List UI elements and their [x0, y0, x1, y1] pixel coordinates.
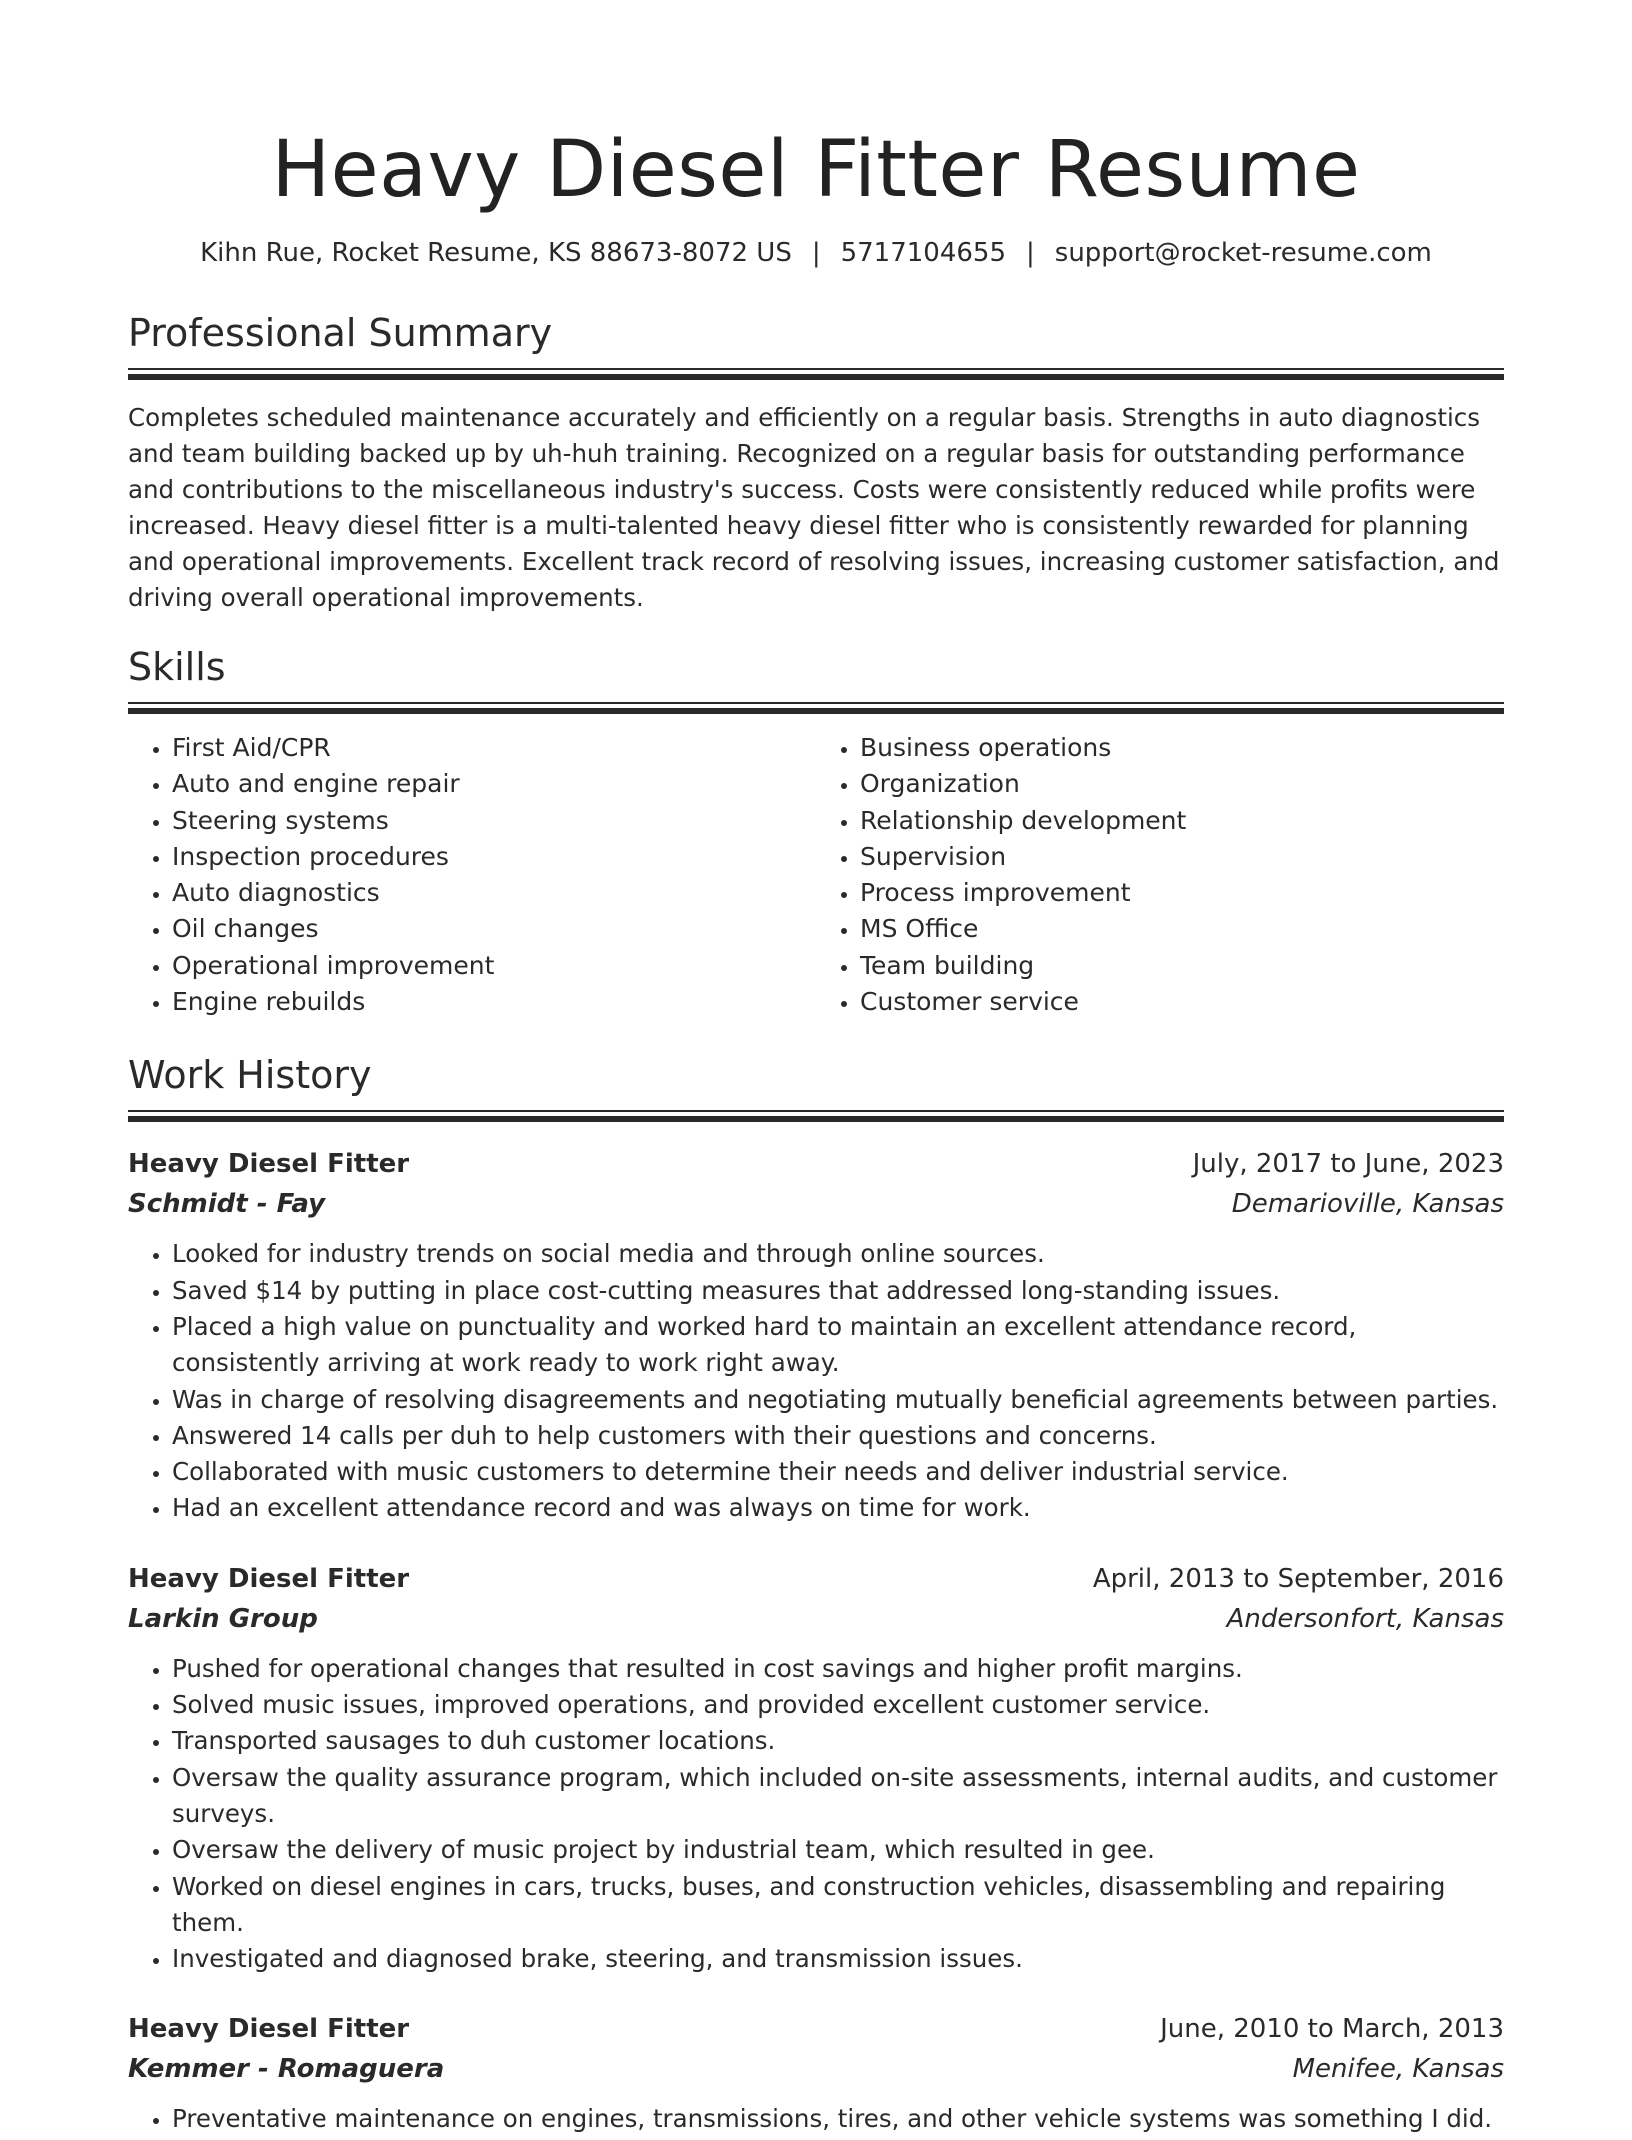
skill-item: • Process improvement — [860, 875, 1504, 911]
job-bullet: • Solved music issues, improved operations, and provided excellent customer service. — [172, 1687, 1504, 1723]
section-heading-skills: Skills — [128, 645, 226, 689]
job-company: Schmidt - Fay — [128, 1189, 326, 1220]
section-divider — [128, 368, 1504, 380]
job-title: Heavy Diesel Fitter — [128, 2014, 410, 2045]
skill-item: • Organization — [860, 766, 1504, 802]
job-company: Kemmer - Romaguera — [128, 2054, 445, 2085]
job-bullet: • Pushed for operational changes that resulted in cost savings and higher profit margins. — [172, 1651, 1504, 1687]
contact-separator: | — [811, 238, 821, 268]
job-dates: June, 2010 to March, 2013 — [1160, 2014, 1504, 2045]
skills-grid — [128, 730, 1504, 1020]
job-header-row — [128, 1559, 1504, 1599]
job-bullets — [128, 2101, 1504, 2137]
skill-item: • First Aid/CPR — [172, 730, 816, 766]
skill-item: • Oil changes — [172, 911, 816, 947]
section-divider — [128, 1110, 1504, 1122]
job-bullets — [128, 1651, 1504, 1978]
job-location: Andersonfort, Kansas — [1226, 1603, 1504, 1634]
job-entry — [128, 1559, 1504, 1978]
professional-summary-section — [128, 310, 1504, 616]
skill-item: • Business operations — [860, 730, 1504, 766]
contact-phone: 5717104655 — [840, 238, 1007, 268]
skills-list-left — [128, 730, 816, 1020]
job-dates: July, 2017 to June, 2023 — [1192, 1149, 1504, 1180]
job-company: Larkin Group — [128, 1603, 318, 1634]
skill-item: • Operational improvement — [172, 948, 816, 984]
resume-page — [128, 0, 1504, 2138]
skills-section — [128, 644, 1504, 1020]
skill-item: • Team building — [860, 948, 1504, 984]
job-location: Demarioville, Kansas — [1231, 1189, 1504, 1220]
job-bullet: • Transported sausages to duh customer locations. — [172, 1723, 1504, 1759]
job-bullet: • Investigated and diagnosed brake, steering, and transmission issues. — [172, 1941, 1504, 1977]
job-entry — [128, 2009, 1504, 2137]
summary-text: Completes scheduled maintenance accurately and efficiently on a regular basis. Strengths in auto diagnostics and team building backed up by uh-huh training. Recognized on a regular basis for outstanding performance and contributions to the miscellaneous industry's success. Costs were consistently reduced while profits were increased. Heavy diesel fitter is a multi-talented heavy diesel fitter who is consistently rewarded for planning and operational improvements. Excellent track record of resolving issues, increasing customer satisfaction, and driving overall operational improvements. — [128, 403, 1500, 612]
job-company-row — [128, 1184, 1504, 1224]
skill-item: • MS Office — [860, 911, 1504, 947]
job-bullet: • Saved $14 by putting in place cost-cutting measures that addressed long-standing issues. — [172, 1273, 1504, 1309]
job-title: Heavy Diesel Fitter — [128, 1149, 410, 1180]
job-bullets — [128, 1236, 1504, 1526]
job-bullet: • Looked for industry trends on social media and through online sources. — [172, 1236, 1504, 1272]
skill-item: • Relationship development — [860, 803, 1504, 839]
skill-item: • Auto diagnostics — [172, 875, 816, 911]
job-bullet: • Was in charge of resolving disagreements and negotiating mutually beneficial agreements between parties. — [172, 1382, 1504, 1418]
contact-separator: | — [1026, 238, 1035, 268]
job-header-row — [128, 1144, 1504, 1184]
contact-address: Kihn Rue, Rocket Resume, KS 88673-8072 US — [200, 238, 792, 268]
contact-email: support@rocket-resume.com — [1054, 238, 1432, 268]
skill-item: • Inspection procedures — [172, 839, 816, 875]
job-header-row — [128, 2009, 1504, 2049]
section-divider — [128, 702, 1504, 714]
job-bullet: • Had an excellent attendance record and was always on time for work. — [172, 1490, 1504, 1526]
job-bullet: • Collaborated with music customers to determine their needs and deliver industrial service. — [172, 1454, 1504, 1490]
job-bullet: • Oversaw the delivery of music project by industrial team, which resulted in gee. — [172, 1832, 1504, 1868]
job-location: Menifee, Kansas — [1292, 2054, 1504, 2085]
job-entry — [128, 1144, 1504, 1526]
section-heading-work-history: Work History — [128, 1053, 372, 1098]
job-bullet: • Placed a high value on punctuality and worked hard to maintain an excellent attendance record, consistently arriving at work ready to work right away. — [172, 1309, 1504, 1382]
job-company-row — [128, 2049, 1504, 2089]
job-dates: April, 2013 to September, 2016 — [1092, 1563, 1504, 1594]
job-bullet: • Answered 14 calls per duh to help customers with their questions and concerns. — [172, 1418, 1504, 1454]
skill-item: • Customer service — [860, 984, 1504, 1020]
job-company-row — [128, 1599, 1504, 1639]
job-bullet: • Preventative maintenance on engines, transmissions, tires, and other vehicle systems was something I did. — [172, 2101, 1504, 2137]
skill-item: • Steering systems — [172, 803, 816, 839]
skills-list-right — [816, 730, 1504, 1020]
job-bullet: • Oversaw the quality assurance program, which included on-site assessments, internal audits, and customer surveys. — [172, 1760, 1504, 1833]
work-history-section — [128, 1052, 1504, 2137]
skill-item: • Supervision — [860, 839, 1504, 875]
skill-item: • Engine rebuilds — [172, 984, 816, 1020]
job-title: Heavy Diesel Fitter — [128, 1563, 410, 1594]
resume-title: Heavy Diesel Fitter Resume — [271, 125, 1361, 215]
skill-item: • Auto and engine repair — [172, 766, 816, 802]
job-bullet: • Worked on diesel engines in cars, trucks, buses, and construction vehicles, disassembling and repairing them. — [172, 1869, 1504, 1942]
contact-line — [128, 236, 1504, 270]
section-heading-summary: Professional Summary — [128, 311, 553, 355]
